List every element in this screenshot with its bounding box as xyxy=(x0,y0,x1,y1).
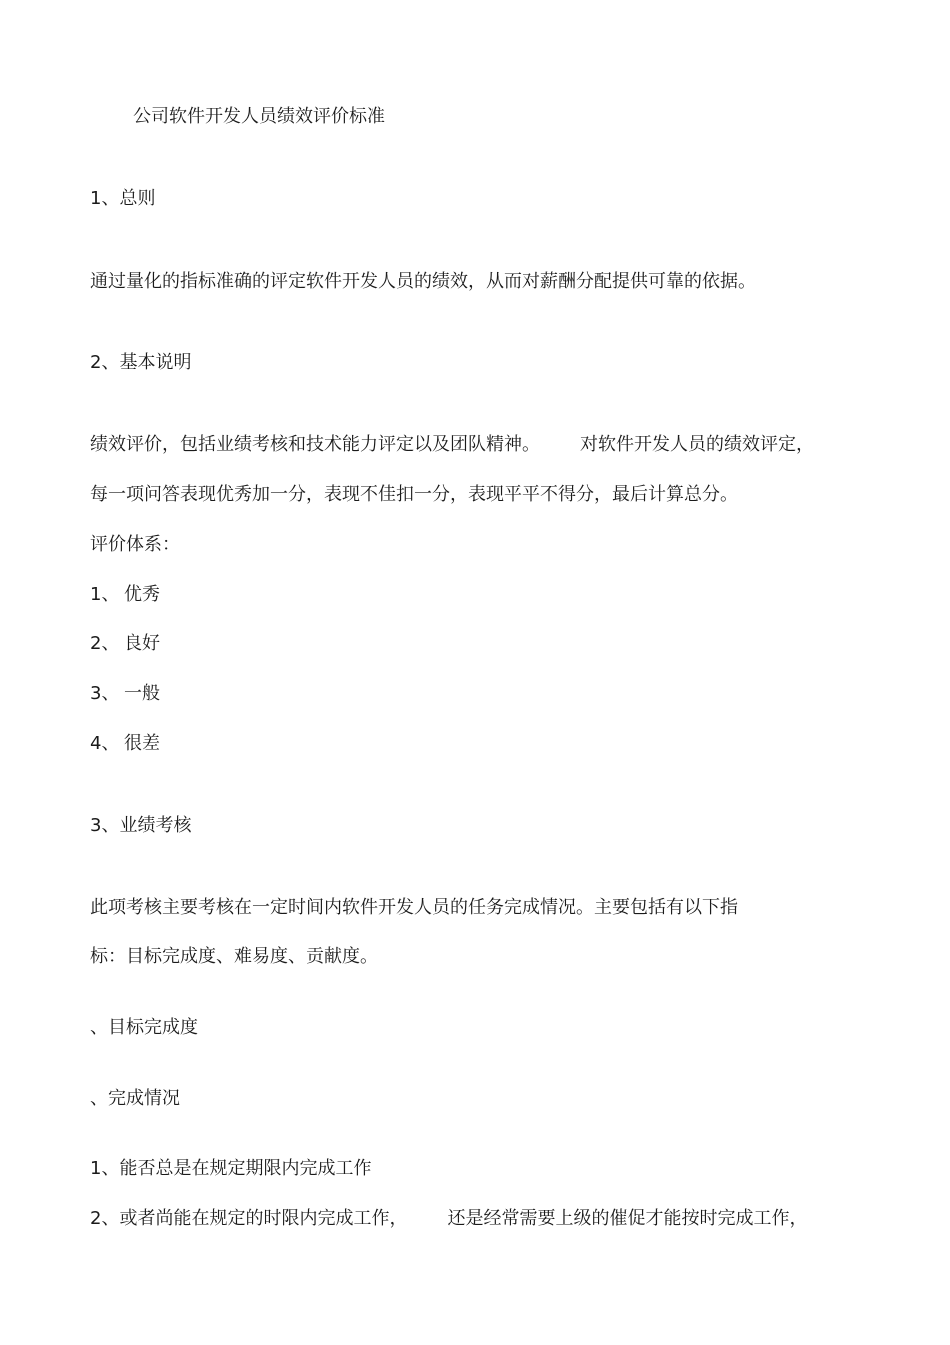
level-number: 2、 xyxy=(90,633,120,654)
section-heading-basic: 2、基本说明 xyxy=(90,352,192,373)
criteria-item-2 xyxy=(90,1207,807,1231)
level-label: 优秀 xyxy=(124,584,160,605)
level-number: 4、 xyxy=(90,733,120,754)
subheading-goal-completion: 、目标完成度 xyxy=(90,1017,198,1038)
level-number: 1、 xyxy=(90,584,120,605)
section-heading-performance: 3、业绩考核 xyxy=(90,815,192,836)
basic-paragraph-line-2: 每一项问答表现优秀加一分，表现不佳扣一分，表现平平不得分，最后计算总分。 xyxy=(90,484,738,505)
level-number: 3、 xyxy=(90,683,120,704)
basic-paragraph-line-1 xyxy=(90,433,814,457)
performance-paragraph-line-1: 此项考核主要考核在一定时间内软件开发人员的任务完成情况。主要包括有以下指 xyxy=(90,897,738,918)
basic-paragraph-part-2: 对软件开发人员的绩效评定， xyxy=(580,434,814,455)
subheading-completion-status: 、完成情况 xyxy=(90,1088,180,1109)
level-item xyxy=(90,583,160,607)
criteria-item-1: 1、能否总是在规定期限内完成工作 xyxy=(90,1158,372,1179)
general-paragraph: 通过量化的指标准确的评定软件开发人员的绩效，从而对薪酬分配提供可靠的依据。 xyxy=(90,271,756,292)
performance-paragraph-line-2: 标：目标完成度、难易度、贡献度。 xyxy=(90,946,378,967)
level-label: 一般 xyxy=(124,683,160,704)
section-heading-general: 1、总则 xyxy=(90,188,156,209)
basic-paragraph-part-1: 绩效评价，包括业绩考核和技术能力评定以及团队精神。 xyxy=(90,434,540,455)
level-item xyxy=(90,732,160,756)
criteria-item-2-part-1: 2、或者尚能在规定的时限内完成工作， xyxy=(90,1208,408,1229)
level-label: 很差 xyxy=(124,733,160,754)
evaluation-system-label: 评价体系： xyxy=(90,534,180,555)
level-item xyxy=(90,632,160,656)
document-title: 公司软件开发人员绩效评价标准 xyxy=(133,106,385,127)
level-item xyxy=(90,682,160,706)
level-label: 良好 xyxy=(124,633,160,654)
criteria-item-2-part-2: 还是经常需要上级的催促才能按时完成工作， xyxy=(447,1208,808,1229)
